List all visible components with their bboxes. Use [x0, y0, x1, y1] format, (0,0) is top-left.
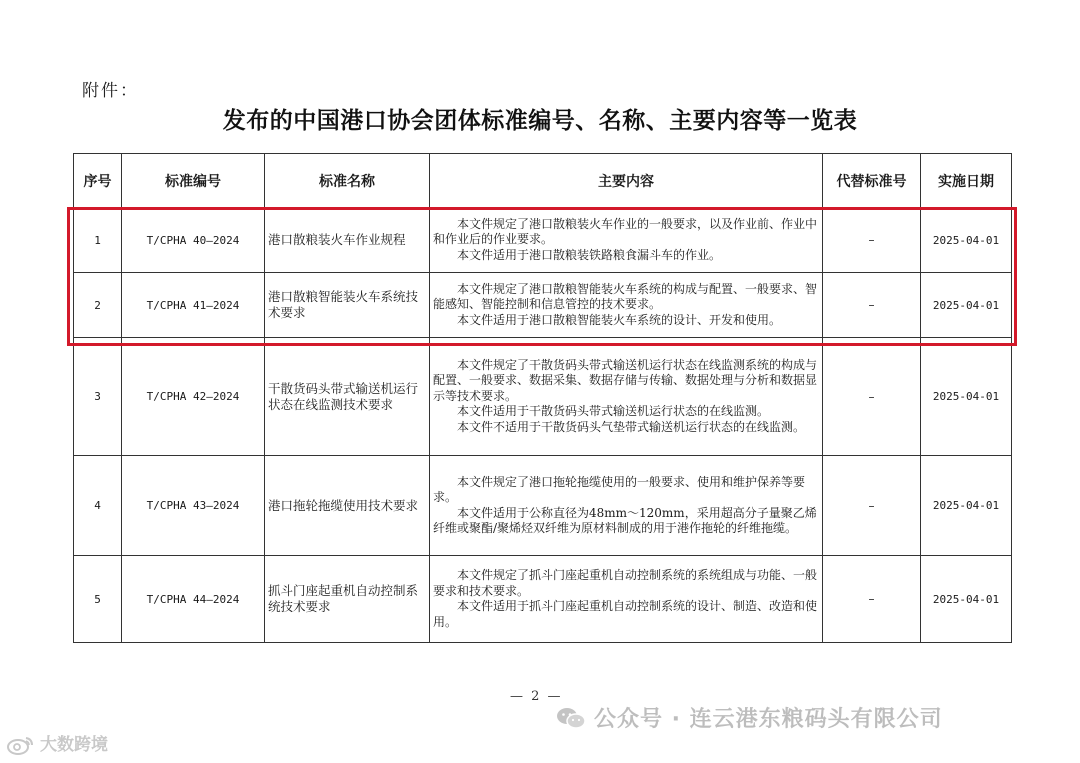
wechat-icon — [556, 706, 586, 730]
table-header-row — [74, 154, 1012, 208]
row-replace: – — [823, 456, 921, 556]
row-content — [430, 338, 823, 456]
watermark-left — [6, 730, 108, 755]
content-paragraph: 本文件规定了港口散粮智能装火车系统的构成与配置、一般要求、智能感知、智能控制和信息管控的技术要求。 — [433, 281, 818, 312]
row-replace: – — [823, 556, 921, 643]
header-replace: 代替标准号 — [823, 154, 921, 208]
row-name: 港口散粮装火车作业规程 — [265, 208, 430, 273]
header-date: 实施日期 — [921, 154, 1012, 208]
row-date: 2025-04-01 — [921, 273, 1012, 338]
row-no: 5 — [74, 556, 122, 643]
row-code: T/CPHA 44—2024 — [122, 556, 265, 643]
row-code: T/CPHA 42—2024 — [122, 338, 265, 456]
content-paragraph: 本文件规定了港口散粮装火车作业的一般要求，以及作业前、作业中和作业后的作业要求。 — [433, 216, 818, 247]
row-no: 2 — [74, 273, 122, 338]
row-code: T/CPHA 41—2024 — [122, 273, 265, 338]
row-name: 港口散粮智能装火车系统技术要求 — [265, 273, 430, 338]
table-row — [74, 556, 1012, 643]
row-content — [430, 456, 823, 556]
row-name: 港口拖轮拖缆使用技术要求 — [265, 456, 430, 556]
content-paragraph: 本文件不适用于干散货码头气垫带式输送机运行状态的在线监测。 — [457, 419, 806, 434]
row-date: 2025-04-01 — [921, 456, 1012, 556]
content-paragraph: 本文件适用于干散货码头带式输送机运行状态的在线监测。 — [457, 404, 770, 419]
table-row — [74, 456, 1012, 556]
header-code: 标准编号 — [122, 154, 265, 208]
row-date: 2025-04-01 — [921, 208, 1012, 273]
highlight-box — [67, 207, 1017, 346]
page-number: — 2 — — [510, 689, 563, 704]
row-no: 3 — [74, 338, 122, 456]
row-code: T/CPHA 40—2024 — [122, 208, 265, 273]
row-no: 4 — [74, 456, 122, 556]
row-replace: – — [823, 208, 921, 273]
watermark-right — [556, 702, 943, 733]
content-paragraph: 本文件规定了抓斗门座起重机自动控制系统的系统组成与功能、一般要求和技术要求。 — [433, 568, 818, 598]
content-paragraph: 本文件适用于抓斗门座起重机自动控制系统的设计、制造、改造和使用。 — [433, 599, 818, 629]
row-date: 2025-04-01 — [921, 338, 1012, 456]
content-paragraph: 本文件适用于公称直径为48mm～120mm，采用超高分子量聚乙烯纤维或聚酯/聚烯烃双纤维为原材料制成的用于港作拖轮的纤维拖缆。 — [433, 505, 817, 535]
row-code: T/CPHA 43—2024 — [122, 456, 265, 556]
content-paragraph: 本文件适用于港口散粮智能装火车系统的设计、开发和使用。 — [457, 312, 782, 327]
row-replace: – — [823, 273, 921, 338]
watermark-left-text: 大数跨境 — [40, 735, 108, 755]
row-content — [430, 556, 823, 643]
row-name: 干散货码头带式输送机运行状态在线监测技术要求 — [265, 338, 430, 456]
row-replace: – — [823, 338, 921, 456]
document-title: 发布的中国港口协会团体标准编号、名称、主要内容等一览表 — [222, 107, 858, 134]
header-seq: 序号 — [74, 154, 122, 208]
weibo-icon — [6, 735, 36, 755]
content-paragraph: 本文件规定了干散货码头带式输送机运行状态在线监测系统的构成与配置、一般要求、数据采集、数据存储与传输、数据处理与分析和数据显示等技术要求。 — [433, 357, 818, 403]
attachment-label: 附件： — [82, 81, 139, 101]
content-paragraph: 本文件规定了港口拖轮拖缆使用的一般要求、使用和维护保养等要求。 — [433, 474, 806, 504]
row-no: 1 — [74, 208, 122, 273]
watermark-right-text: 公众号 · 连云港东粮码头有限公司 — [594, 707, 943, 732]
header-name: 标准名称 — [265, 154, 430, 208]
table-row — [74, 338, 1012, 456]
header-content: 主要内容 — [430, 154, 823, 208]
content-paragraph: 本文件适用于港口散粮装铁路粮食漏斗车的作业。 — [457, 247, 722, 262]
row-name: 抓斗门座起重机自动控制系统技术要求 — [265, 556, 430, 643]
row-date: 2025-04-01 — [921, 556, 1012, 643]
